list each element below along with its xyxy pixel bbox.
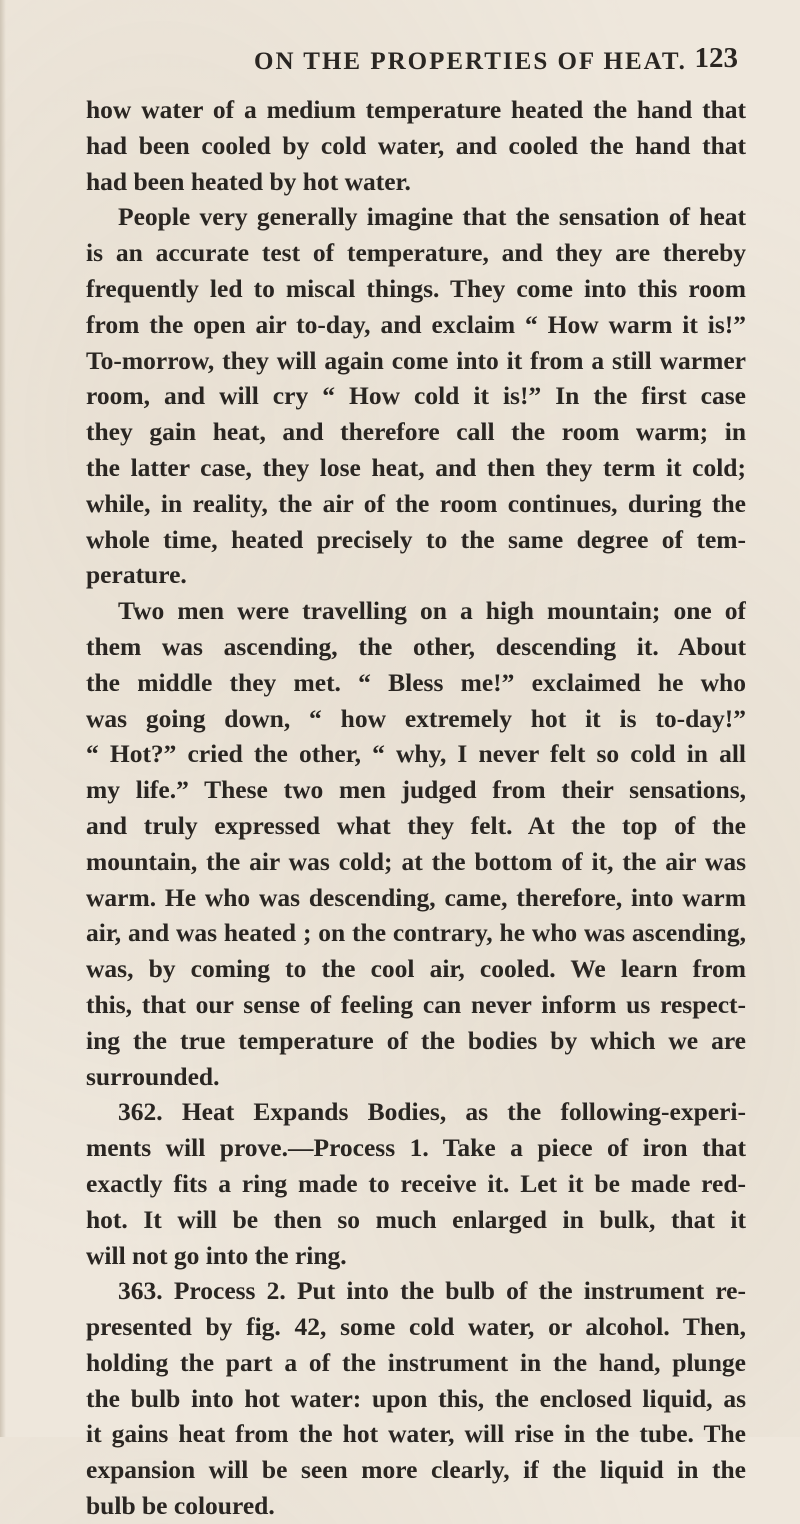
text-line: holding the part a of the instrument in the hand, plunge <box>86 1347 746 1377</box>
text-line: how water of a medium temperature heated the hand that <box>86 95 746 124</box>
text-line: had been heated by hot water. <box>86 166 411 196</box>
text-line: my life.” These two men judged from their sensations, <box>86 775 746 805</box>
text-line: while, in reality, the air of the room continues, during the <box>86 488 746 518</box>
text-line: hot. It will be then so much enlarged in bulk, that it <box>86 1204 746 1234</box>
text-line: air, and was heated ; on the contrary, he who was ascending, <box>86 918 746 948</box>
text-line: the bulb into hot water: upon this, the enclosed liquid, as <box>86 1383 746 1413</box>
text-line: had been cooled by cold water, and cooled the hand that <box>86 130 746 160</box>
text-line: and truly expressed what they felt. At the top of the <box>86 810 746 840</box>
book-page <box>86 40 746 1524</box>
text-line: they gain heat, and therefore call the room warm; in <box>86 417 746 447</box>
text-line: the middle they met. “ Bless me!” exclaimed he who <box>86 667 746 697</box>
text-line: presented by fig. 42, some cold water, or alcohol. Then, <box>86 1312 746 1342</box>
text-line: exactly fits a ring made to receive it. Let it be made red- <box>86 1168 746 1198</box>
text-line: whole time, heated precisely to the same degree of tem- <box>86 524 746 554</box>
text-line: mountain, the air was cold; at the bottom of it, the air was <box>86 846 746 876</box>
text-line: it gains heat from the hot water, will rise in the tube. The <box>86 1419 746 1449</box>
text-line: this, that our sense of feeling can never inform us respect- <box>86 989 746 1019</box>
text-line: To-morrow, they will again come into it from a still warmer <box>86 345 746 375</box>
text-line: expansion will be seen more clearly, if the liquid in the <box>86 1455 746 1485</box>
text-line: ments will prove.—Process 1. Take a piece of iron that <box>86 1133 746 1163</box>
text-line: from the open air to-day, and exclaim “ How warm it is!” <box>86 309 746 339</box>
page-gutter-edge <box>0 0 6 1437</box>
text-line: room, and will cry “ How cold it is!” In the first case <box>86 381 746 411</box>
text-line: ing the true temperature of the bodies by which we are <box>86 1025 746 1055</box>
page-header <box>86 40 746 84</box>
text-line: will not go into the ring. <box>86 1240 347 1270</box>
section-362-heading-line: 362. Heat Expands Bodies, as the following-experi- <box>118 1097 746 1127</box>
text-line: warm. He who was descending, came, therefore, into warm <box>86 882 746 912</box>
section-363-heading-line: 363. Process 2. Put into the bulb of the instrument re- <box>118 1276 746 1306</box>
text-line: is an accurate test of temperature, and they are thereby <box>86 238 746 268</box>
text-line: “ Hot?” cried the other, “ why, I never felt so cold in all <box>86 739 746 769</box>
text-line: bulb be coloured. <box>86 1491 275 1521</box>
text-line: perature. <box>86 560 187 590</box>
body-text <box>86 92 746 1524</box>
text-line: the latter case, they lose heat, and then they term it cold; <box>86 452 746 482</box>
text-line: was going down, “ how extremely hot it is to-day!” <box>86 703 746 733</box>
text-line: them was ascending, the other, descending it. About <box>86 631 746 661</box>
running-head: ON THE PROPERTIES OF HEAT. <box>254 48 687 75</box>
page-number: 123 <box>694 42 738 74</box>
paragraph-start-line: People very generally imagine that the sensation of heat <box>118 202 746 232</box>
text-line: surrounded. <box>86 1061 220 1091</box>
paragraph-start-line: Two men were travelling on a high mountain; one of <box>118 596 746 626</box>
text-line: was, by coming to the cool air, cooled. We learn from <box>86 954 746 984</box>
text-line: frequently led to miscal things. They come into this room <box>86 273 746 303</box>
